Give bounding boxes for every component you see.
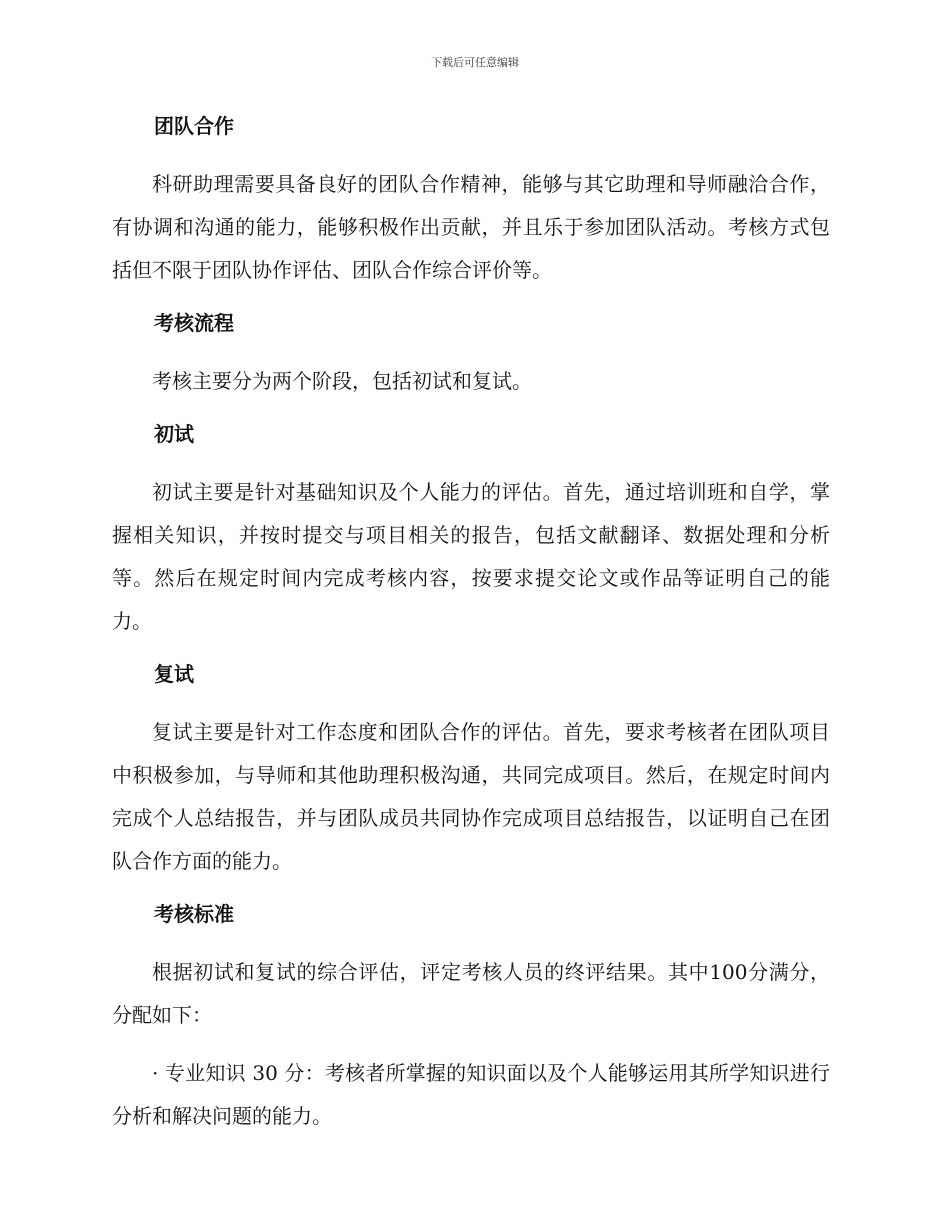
section-heading: 初试 [154, 422, 194, 446]
section-paragraph: 科研助理需要具备良好的团队合作精神，能够与其它助理和导师融洽合作，有协调和沟通的能力，能够积极作出贡献，并且乐于参加团队活动。考核方式包括但不限于团队协作评估、团队合作综合评价等。 [112, 172, 830, 282]
section-paragraph: 复试主要是针对工作态度和团队合作的评估。首先，要求考核者在团队项目中积极参加，与导师和其他助理积极沟通，共同完成项目。然后，在规定时间内完成个人总结报告，并与团队成员共同协作完成项目总结报告，以证明自己在团队合作方面的能力。 [112, 720, 830, 873]
section-heading: 考核流程 [154, 311, 234, 335]
section-paragraph: 初试主要是针对基础知识及个人能力的评估。首先，通过培训班和自学，掌握相关知识，并按时提交与项目相关的报告，包括文献翻译、数据处理和分析等。然后在规定时间内完成考核内容，按要求提交论文或作品等证明自己的能力。 [112, 480, 830, 633]
bullet-paragraph: · 专业知识 30 分：考核者所掌握的知识面以及个人能够运用其所学知识进行分析和解决问题的能力。 [112, 1061, 830, 1128]
section-paragraph: 考核主要分为两个阶段，包括初试和复试。 [152, 369, 532, 393]
section-heading: 团队合作 [154, 114, 234, 138]
section-heading: 复试 [154, 662, 194, 686]
section-heading: 考核标准 [154, 902, 234, 926]
document-body [112, 110, 830, 1138]
page-header: 下载后可任意编辑 [431, 56, 519, 69]
section-paragraph: 根据初试和复试的综合评估，评定考核人员的终评结果。其中100分满分，分配如下： [112, 960, 830, 1027]
